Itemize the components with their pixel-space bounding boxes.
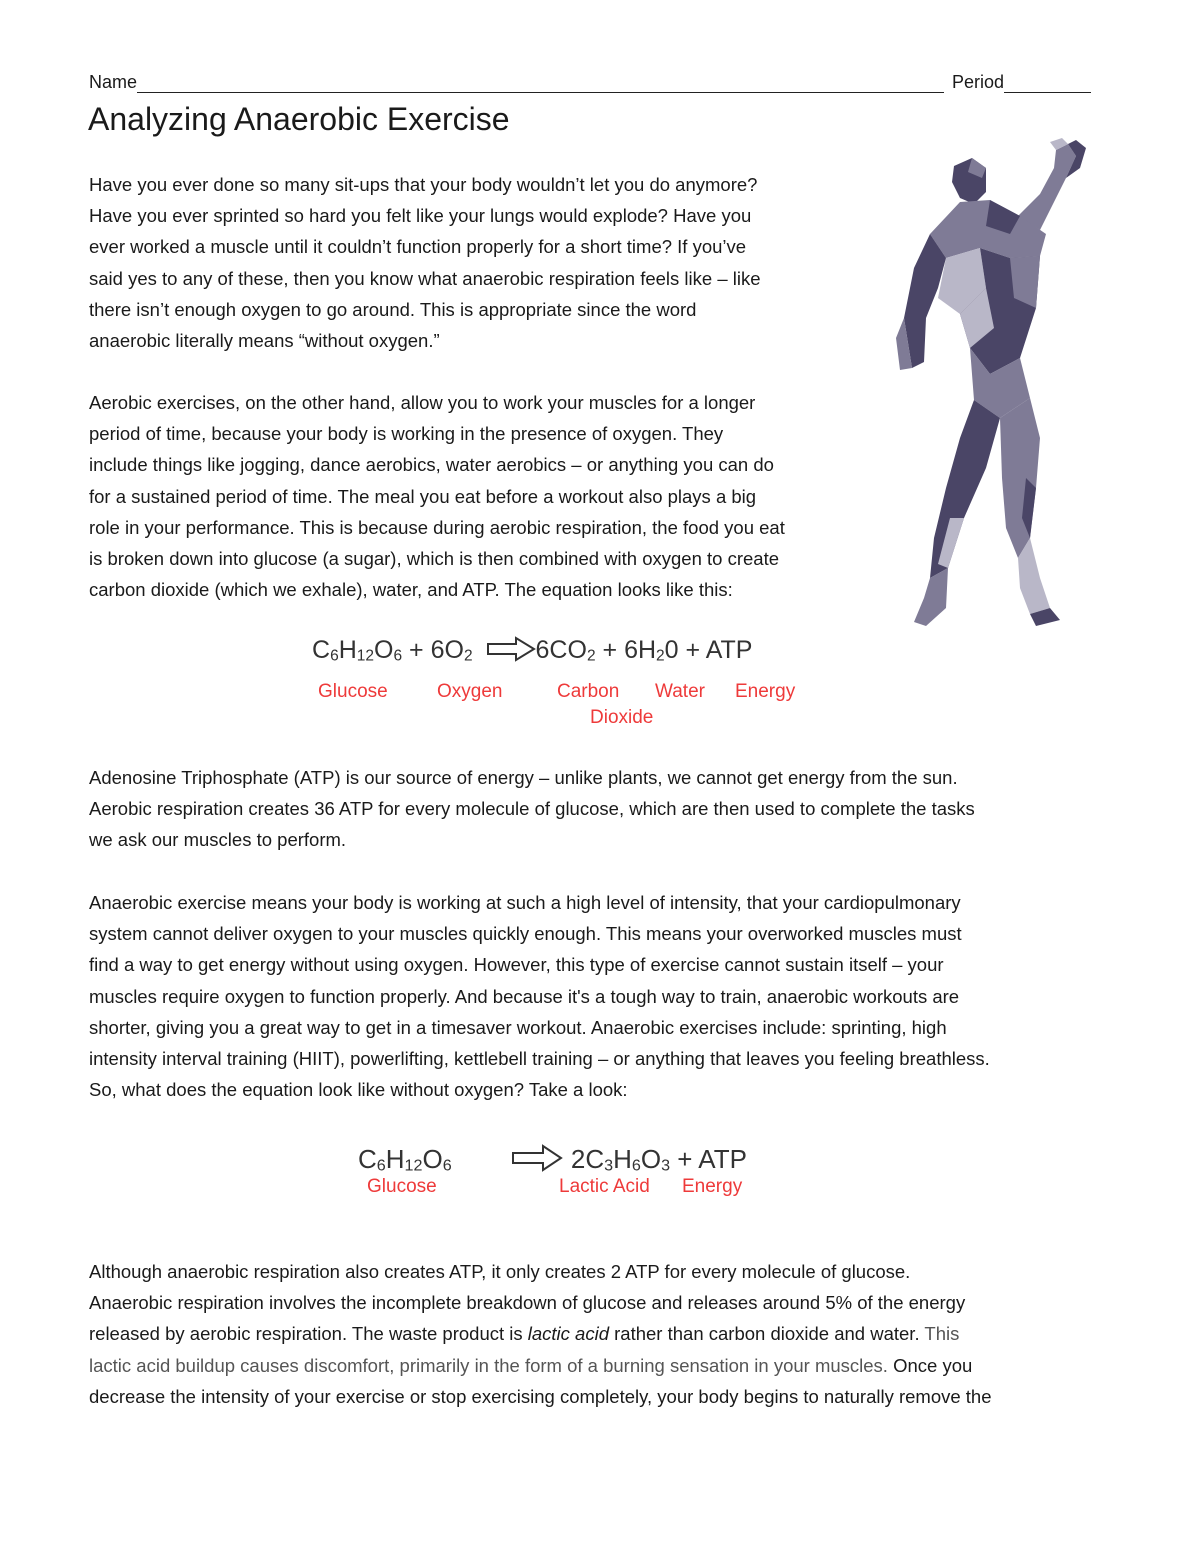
intro-line: ever worked a muscle until it couldn’t function properly for a short time? If you’ve	[89, 236, 747, 258]
anaerobic-line: system cannot deliver oxygen to your muscles quickly enough. This means your overworked muscles must	[89, 923, 962, 945]
anaerobic-term: Anaerobic exercise	[89, 892, 247, 913]
final-line-text: Once you	[887, 1354, 973, 1376]
period-label: Period	[952, 72, 1005, 92]
anaerobic-line	[89, 887, 1119, 918]
intro-line: anaerobic literally means “without oxygen.”	[89, 330, 440, 352]
aerobic-line: include things like jogging, dance aerobics, water aerobics – or anything you can do	[89, 454, 774, 476]
atp-line-text: Aerobic respiration	[89, 798, 249, 820]
final-line	[89, 1318, 1119, 1349]
name-blank-line[interactable]	[137, 74, 944, 93]
lactic-acid-term: lactic acid	[527, 1323, 609, 1345]
aerobic-line: carbon dioxide (which we exhale), water, and ATP. The equation looks like this:	[89, 579, 733, 601]
aerobic-paragraph	[89, 387, 889, 605]
co2-formula: $6CO_2$	[535, 636, 596, 665]
water-formula: $6H_20$	[624, 636, 679, 665]
intro-line: Have you ever sprinted so hard you felt like your lungs would explode? Have you	[89, 205, 752, 227]
atp-formula: ATP	[698, 1144, 747, 1174]
atp-formula: ATP	[705, 636, 753, 664]
bodybuilder-image	[890, 138, 1150, 630]
final-line-text: lactic acid buildup causes discomfort, primarily in the form of a burning sensation in your muscles.	[89, 1354, 888, 1376]
oxygen-formula: $6O_2$	[430, 636, 473, 665]
carbon-label: Carbon	[557, 681, 620, 702]
intro-line: there isn’t enough oxygen to go around. This is appropriate since the word	[89, 298, 697, 320]
intro-line: Have you ever done so many sit-ups that your body wouldn’t let you do anymore?	[89, 174, 758, 195]
aerobic-line	[89, 387, 889, 418]
plus-sign: +	[685, 636, 701, 664]
atp-line: Adenosine Triphosphate (ATP) is our source of energy – unlike plants, we cannot get energy from the sun.	[89, 767, 958, 788]
anaerobic-line: shorter, giving you a great way to get in a timesaver workout. Anaerobic exercises include: sprinting, high	[89, 1016, 947, 1038]
period-blank-line[interactable]	[1004, 74, 1091, 93]
glucose-label: Glucose	[367, 1176, 437, 1197]
water-label: Water	[655, 681, 705, 702]
name-period-header	[89, 72, 1105, 93]
final-line-text: released by aerobic respiration	[89, 1323, 342, 1345]
anaerobic-equation	[358, 1144, 747, 1175]
final-line-text: This	[924, 1323, 960, 1345]
atp-paragraph	[89, 762, 1119, 856]
anaerobic-line-text: means your body is working at such a high level of intensity, that your cardiopulmonary	[246, 892, 961, 913]
final-line-text: . The waste product is	[341, 1323, 528, 1345]
final-line-text: Although anaerobic respiration also creates ATP, it only creates	[89, 1261, 611, 1282]
atp-emphasis: creates 36 ATP for every molecule of glucose	[248, 798, 619, 820]
aerobic-line: role in your performance. This is because during aerobic respiration, the food you eat	[89, 516, 785, 538]
reaction-arrow-icon	[511, 1144, 565, 1172]
glucose-formula: $C_6H_{12}O_6$	[312, 636, 403, 665]
plus-sign: +	[602, 636, 618, 664]
anaerobic-paragraph	[89, 887, 1119, 1105]
energy-label: Energy	[682, 1176, 743, 1197]
glucose-formula: $C_6H_{12}O_6$	[358, 1144, 452, 1175]
final-line-text: rather than carbon dioxide and water.	[609, 1323, 925, 1345]
aerobic-term: Aerobic exercises	[89, 392, 236, 413]
final-line	[89, 1350, 1119, 1381]
lactic-acid-label: Lactic Acid	[559, 1176, 650, 1197]
glucose-label: Glucose	[318, 681, 388, 702]
intro-line: said yes to any of these, then you know what anaerobic respiration feels like – like	[89, 267, 761, 289]
anaerobic-line: muscles require oxygen to function properly. And because it's a tough way to train, anaerobic workouts are	[89, 985, 960, 1007]
bodybuilder-figure	[896, 138, 1086, 626]
final-line: decrease the intensity of your exercise or stop exercising completely, your body begins to naturally remove the	[89, 1385, 992, 1407]
oxygen-label: Oxygen	[437, 681, 503, 702]
page-title: Analyzing Anaerobic Exercise	[88, 101, 510, 137]
final-line: Anaerobic respiration involves the incomplete breakdown of glucose and releases around 5% of the energy	[89, 1292, 966, 1314]
anaerobic-line: So, what does the equation look like without oxygen? Take a look:	[89, 1079, 628, 1101]
anaerobic-line: intensity interval training (HIIT), powerlifting, kettlebell training – or anything that leaves you feeling breathless.	[89, 1048, 990, 1070]
plus-sign: +	[677, 1144, 693, 1174]
final-emphasis: 2 ATP for every molecule of glucose.	[610, 1261, 911, 1282]
energy-label: Energy	[735, 681, 796, 702]
aerobic-equation	[312, 636, 752, 665]
aerobic-line-text: , on the other hand, allow you to work your muscles for a longer	[235, 392, 756, 413]
atp-line: we ask our muscles to perform.	[89, 829, 347, 851]
reaction-arrow-icon	[486, 636, 538, 662]
atp-line	[89, 793, 1119, 824]
lactic-acid-formula: $2C_3H_6O_3$	[570, 1144, 671, 1175]
name-label: Name	[89, 72, 138, 92]
atp-line-text: , which are then used to complete the tasks	[618, 798, 975, 820]
aerobic-line: period of time, because your body is working in the presence of oxygen. They	[89, 423, 724, 445]
intro-paragraph	[89, 169, 889, 356]
anaerobic-line: find a way to get energy without using oxygen. However, this type of exercise cannot sustain itself – your	[89, 954, 944, 976]
dioxide-label: Dioxide	[590, 707, 654, 728]
plus-sign: +	[409, 636, 424, 664]
final-line	[89, 1256, 1119, 1287]
aerobic-line: is broken down into glucose (a sugar), which is then combined with oxygen to create	[89, 548, 780, 570]
aerobic-line: for a sustained period of time. The meal you eat before a workout also plays a big	[89, 485, 757, 507]
final-paragraph	[89, 1256, 1119, 1412]
